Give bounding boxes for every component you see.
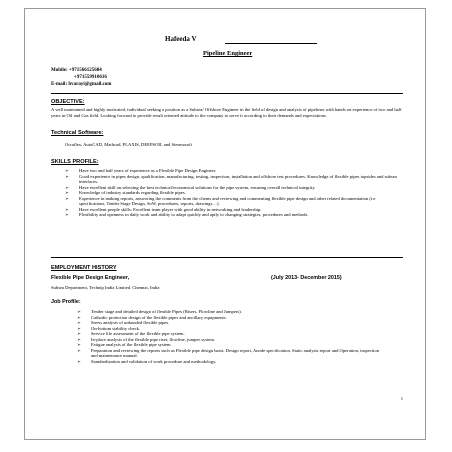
bullet-icon: ➢	[65, 173, 69, 179]
bullet-icon: ➢	[77, 320, 81, 325]
bullet-icon: ➢	[77, 314, 81, 320]
bullet-icon: ➢	[65, 206, 69, 212]
list-item: ➢ In-place analysis of the flexible pipe riser, flowline, jumper system.	[77, 336, 216, 342]
employment-company: Subsea Department, Technip India Limited. Chennai, India	[51, 285, 160, 290]
list-item: ➢ Standardization and validation of work procedure and methodology.	[77, 358, 217, 364]
email-address[interactable]: hvarayi@gmail.com	[68, 82, 112, 87]
section-divider	[51, 93, 403, 94]
bullet-icon: ➢	[77, 358, 81, 364]
list-item: ➢ Good experience in pipes design, qualification, manufacturing, testing, inspection, installation and offshore test procedures. Knowledge of flexible pipes topsides and subsea interfaces.	[65, 173, 397, 184]
mobile-label: Mobile:	[51, 68, 68, 73]
list-item: ➢ Have excellent skill on selecting the best technical/economical solutions for the pipe system, ensuring overall technical integrity.	[65, 184, 316, 190]
bullet-icon: ➢	[77, 309, 81, 314]
bullet-icon: ➢	[77, 347, 81, 353]
list-item: ➢ On-bottom stability check.	[77, 325, 141, 331]
list-item: ➢ Fatigue analysis of the flexible pipe system	[77, 342, 171, 347]
candidate-name: Hafeeda V	[165, 35, 197, 43]
email-label: E-mail:	[51, 82, 68, 87]
list-item: ➢ Cathodic protection design of the flexible pipes and ancillary equipments.	[77, 314, 227, 320]
technical-software-text: Orcaflex, AutoCAD, Mathcad, PLAXIS, DEEPSOIL and Siesmosoft	[65, 142, 192, 147]
resume-page	[24, 8, 426, 440]
employment-history-heading: EMPLOYMENT HISTORY	[51, 265, 117, 271]
section-divider	[51, 257, 403, 258]
list-item: ➢ Experience in making reports, answering the comments from the clients and reviewing and commenting flexible pipe design and other related documentation (i.e. specifications, Tender Stage Design, SoW, procedures, reports, drawings…).	[65, 195, 377, 206]
bullet-icon: ➢	[65, 195, 69, 201]
contact-block	[51, 67, 111, 88]
list-item: ➢ Preparation and reviewing the reports such as Flexible pipe design basis, Design report, Anode specification, Static analysis report and Operation, inspection and maintenance manual.	[77, 347, 380, 358]
skills-profile-heading: SKILLS PROFILE:	[51, 159, 99, 165]
bullet-icon: ➢	[65, 168, 69, 173]
job-profile-heading: Job Profile:	[51, 299, 81, 305]
objective-text: A well maintained and highly motivated, individual seeking a position as a Subsea/ Offshore Engineer in the field of design and analysis of pipelines with hands on experience of two and half years in Oil and Gas field. Looking forward to provide result oriented attitude to the company to serve it according to their demands and expectations.	[51, 107, 402, 118]
bullet-icon: ➢	[65, 190, 69, 195]
bullet-icon: ➢	[77, 336, 81, 342]
list-item: ➢ Knowledge of industry standards regarding flexible pipes.	[65, 190, 186, 195]
list-item: ➢ Tender stage and detailed design of flexible Pipes (Risers, Flowline and Jumpers).	[77, 309, 242, 314]
job-profile-list	[77, 309, 385, 364]
list-item: ➢ Stress analysis of unbonded flexible pipes.	[77, 320, 170, 325]
employment-role: Flexible Pipe Design Engineer,	[51, 275, 130, 281]
technical-software-heading: Technical Software:	[51, 130, 104, 136]
bullet-icon: ➢	[65, 184, 69, 190]
mobile-number-2: +971559910616	[74, 75, 107, 80]
bullet-icon: ➢	[77, 331, 81, 336]
objective-heading: OBJECTIVE:	[51, 99, 85, 105]
list-item: ➢ Service life assessment of the flexible pipe system.	[77, 331, 185, 336]
mobile-line	[51, 67, 111, 74]
mobile-number-1: +971566125684	[68, 68, 102, 73]
bullet-icon: ➢	[65, 212, 69, 217]
email-line	[51, 81, 111, 88]
name-underline	[225, 43, 317, 44]
bullet-icon: ➢	[77, 342, 81, 347]
skills-list	[65, 168, 403, 218]
list-item: ➢ Have excellent people skills; Excellent team player with good ability in networking and leadership.	[65, 206, 262, 212]
employment-period: (July 2013- December 2015)	[271, 275, 342, 281]
bullet-icon: ➢	[77, 325, 81, 331]
list-item: ➢ Have two and half years of experience as a Flexible Pipe Design Engineer.	[65, 168, 217, 173]
page-number: 1	[400, 396, 403, 401]
job-title: Pipeline Engineer	[203, 50, 253, 57]
list-item: ➢ Flexibility and openness in daily work and ability to adapt quickly and aptly to changing strategies, procedures and methods.	[65, 212, 309, 217]
